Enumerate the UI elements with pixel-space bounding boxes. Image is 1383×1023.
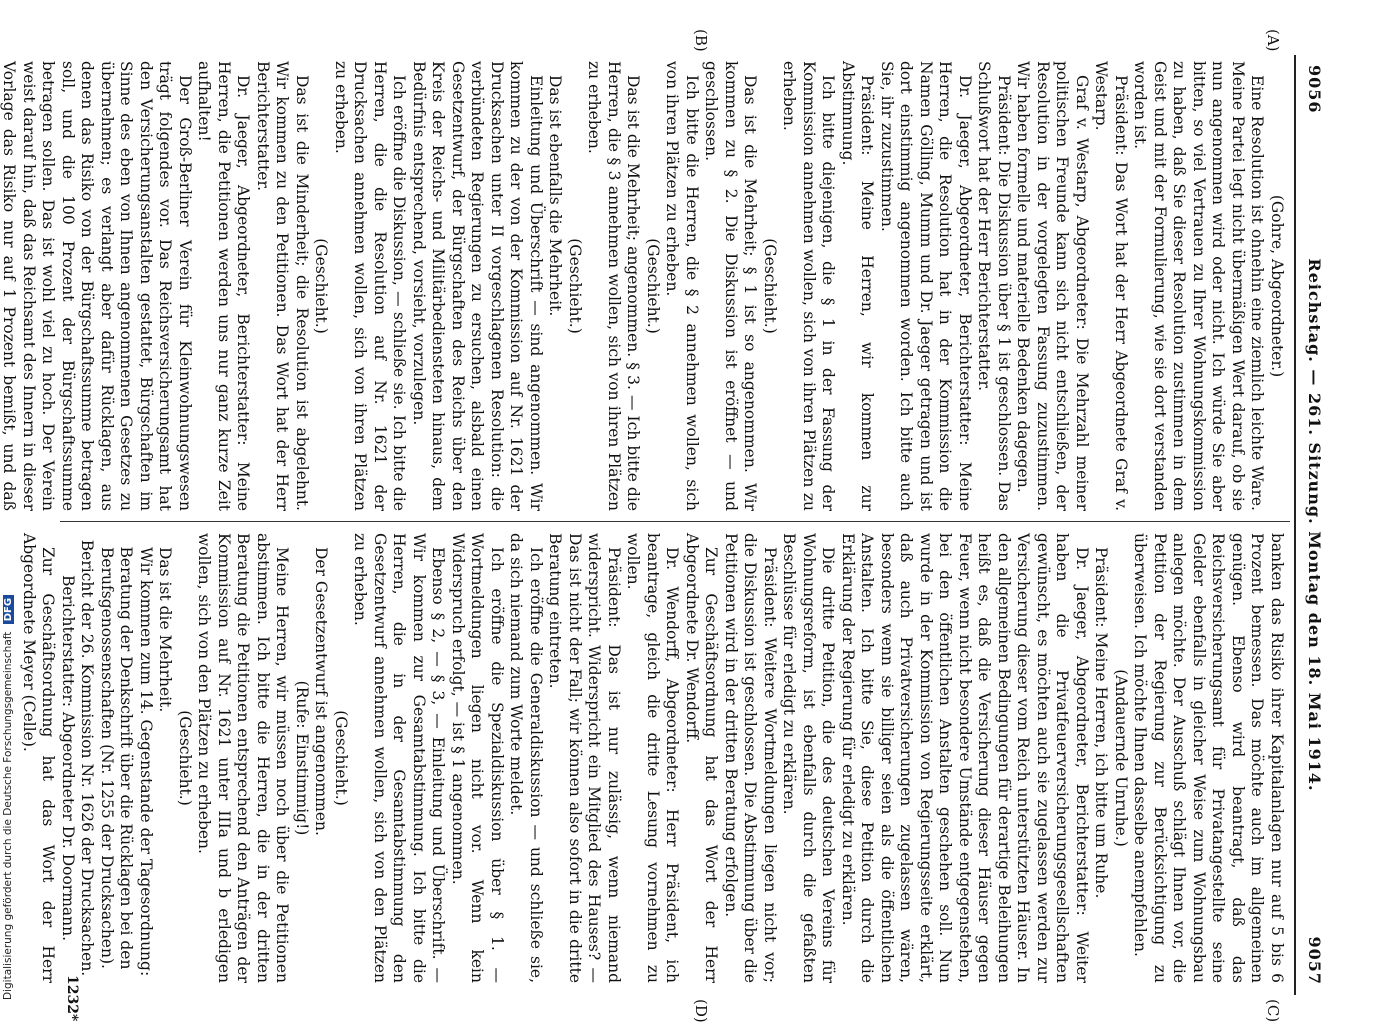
paragraph: (Geschieht.)	[761, 238, 779, 334]
dfg-logo: DFG	[3, 595, 14, 624]
paragraph: (Geschieht.)	[644, 238, 662, 334]
paragraph: Das ist die Mehrheit.	[156, 547, 175, 713]
paragraph: Ich eröffne die Spezialdiskussion über § 1. — Wortmeldungen liegen nicht vor. Wenn kein Widerspruch erfolgt, — ist § 1 angenommen.	[449, 533, 506, 983]
page-number-left: 9056	[1305, 65, 1324, 114]
paragraph: (Geschieht.)	[332, 710, 350, 806]
digitization-credit	[2, 595, 14, 1000]
paragraph: Der Gesetzentwurf ist angenommen.	[312, 547, 331, 836]
paragraph: Dr. Wendorff, Abgeordneter: Herr Präsident, ich beantrage, gleich die dritte Lesung vornehmen zu wollen.	[624, 533, 682, 983]
paragraph: Dr. Jaeger, Abgeordneter, Berichterstatter: Weiter haben die Privatfeuerversicherungsgesellschaften gewünscht, es möchten auch sie zugelassen werden zur Versicherung dieser vom Reich unterstützten Häuser. In den allgemeinen Bedingungen für derartige Beleihungen heißt es, daß die Versicherung dieser Häuser gegen Feuer, wenn nicht besondere Umstände entgegenstehen, bei den öffentlichen Anstalten geschehen soll. Nun wurde in der Kommission von Regierungsseite erklärt, daß auch Privatversicherungen zugelassen wären, besonders wenn sie billiger seien als die öffentlichen Anstalten. Ich bitte Sie, diese Petition durch die Erklärung der Regierung für erledigt zu erklären.	[839, 533, 1091, 983]
paragraph: Das ist die Mehrheit; angenommen. § 3. — Ich bitte die Herren, die § 3 annehmen wollen, sich von ihren Plätzen zu erheben.	[585, 61, 643, 511]
paragraph: Zur Geschäftsordnung hat das Wort der Herr Abgeordnete Dr. Wendorff.	[683, 533, 721, 983]
paragraph: (Geschieht.)	[176, 710, 194, 806]
paragraph: Beratung der Denkschrift über die Rücklagen bei den Berufsgenossenschaften (Nr. 1255 der Drucksachen).	[98, 546, 136, 970]
page-number-right: 9057	[1305, 936, 1324, 985]
paragraph: Präsident: Das Wort hat der Herr Abgeordnete Graf v. Westarp.	[1092, 61, 1130, 511]
paragraph: Ich eröffne die Diskussion, — schließe sie. Ich bitte die Herren, die die Resolution auf Nr. 1621 der Drucksachen annehmen wollen, sich von ihren Plätzen zu erheben.	[332, 61, 409, 511]
paragraph: Der Groß-Berliner Verein für Kleinwohnungswesen trägt folgendes vor. Das Reichsversicherungsamt hat den Versicherungsanstalten gestattet, Bürgschaften im Sinne des eben von Ihnen angenommenen Gesetzes zu übernehmen; es verlangt aber dafür Rücklagen, aus denen das Risiko von der Bürgschaftssumme betragen soll, und die 100 Prozent der Bürgschaftssumme betragen sollen. Das ist wohl viel zu hoch. Der Verein weist darauf hin, daß das Reichsamt des Innern in dieser Vorlage das Risiko nur auf 1 Prozent bemißt, und daß	[0, 61, 194, 511]
paragraph: Ich bitte diejenigen, die § 1 in der Fassung der Kommission annehmen wollen, sich von ihren Plätzen zu erheben.	[780, 61, 838, 511]
margin-mark-a: (A)	[1264, 29, 1282, 52]
paragraph: Einleitung und Überschrift — sind angenommen. Wir kommen zu der von der Kommission auf Nr. 1621 der Drucksachen unter II vorgeschlagenen Resolution: die verbündeten Regierungen zu ersuchen, alsbald einen Gesetzentwurf, der Bürgschaften des Reichs über den Kreis der Reichs- und Militärbediensteten hinaus, dem Bedürfnis entsprechend, vorsieht, vorzulegen.	[410, 61, 545, 511]
page-header	[1300, 55, 1330, 995]
paragraph: Das ist ebenfalls die Mehrheit.	[546, 75, 565, 317]
paragraph: Ich eröffne die Generaldiskussion — und schließe sie, da sich niemand zum Worte meldet.	[507, 533, 545, 983]
right-column	[19, 533, 1287, 983]
paragraph: (Gohre, Abgeordneter.)	[1268, 194, 1286, 378]
paragraph: Zur Geschäftsordnung hat das Wort der Herr Abgeordnete Meyer (Celle).	[20, 533, 58, 983]
paragraph: Berichterstatter: Abgeordneter Dr. Doormann.	[59, 574, 77, 942]
paragraph: Graf v. Westarp, Abgeordneter: Die Mehrzahl meiner politischen Freunde kann sich nicht entschließen, der Resolution in der vorgelegten Fassung zuzustimmen. Wir haben formelle und materielle Bedenken dagegen.	[1014, 61, 1091, 511]
paragraph: Präsident: Die Diskussion über § 1 ist geschlossen. Das Schlußwort hat der Herr Berichterstatter.	[975, 61, 1013, 511]
left-column	[0, 61, 1286, 511]
paragraph: Dr. Jaeger, Abgeordneter, Berichterstatter: Meine Herren, die Petitionen werden uns nur ganz kurze Zeit aufhalten!	[195, 61, 253, 511]
paragraph: Präsident: Das ist nur zulässig, wenn niemand widerspricht. Widerspricht ein Mitglied des Hauses? — Das ist nicht der Fall; wir können also sofort in die dritte Beratung eintreten.	[546, 533, 623, 983]
paragraph: Wir kommen zum 14. Gegenstande der Tagesordnung:	[137, 547, 155, 977]
header-rule	[1294, 55, 1296, 995]
margin-mark-d: (D)	[692, 999, 710, 1023]
credit-text: Digitalisierung gefördert durch die Deutsche Forschungsgemeinschaft	[2, 631, 14, 1000]
paragraph: Bericht der 26. Kommission Nr. 1626 der Drucksachen.	[78, 539, 97, 977]
paragraph: banken das Risiko ihrer Kapitalanlagen nur auf 5 bis 6 Prozent bemessen. Das möchte auch im allgemeinen genügen. Ebenso wird beantragt, daß das Reichsversicherungsamt für Privatangestellte seine Gelder ebenfalls in gleicher Weise zum Wohnungsbau anlegen möchte. Der Ausschuß schlägt Ihnen vor, die Petition der Regierung zur Berücksichtigung zu überweisen. Ich möchte Ihnen dasselbe anempfehlen.	[1131, 533, 1286, 983]
paragraph: (Andauernde Unruhe.)	[1112, 669, 1130, 847]
margin-mark-c: (C)	[1264, 999, 1282, 1023]
paragraph: Präsident: Meine Herren, ich bitte um Ruhe.	[1092, 547, 1111, 899]
paragraph: Das ist die Mehrheit; § 1 ist so angenommen. Wir kommen zu § 2. Die Diskussion ist eröffnet — und geschlossen.	[702, 61, 760, 511]
paragraph: Das ist die Minderheit; die Resolution ist abgelehnt. Wir kommen zu den Petitionen. Das Wort hat der Herr Berichterstatter.	[254, 61, 311, 511]
paragraph: Dr. Jaeger, Abgeordneter, Berichterstatter: Meine Herren, die Resolution hat in der Kommission die Namen Gölling, Mumm und Dr. Jaeger getragen und ist dort einstimmig angenommen worden. Ich bitte auch Sie, ihr zuzustimmen.	[878, 61, 974, 511]
running-title: Reichstag. — 261. Sitzung. Montag den 18. Mai 1914.	[1305, 258, 1324, 792]
footer-number: 1232*	[64, 975, 80, 1022]
paragraph: Präsident: Meine Herren, wir kommen zur Abstimmung.	[839, 61, 877, 511]
paragraph: Eine Resolution ist ohnehin eine ziemlich leichte Ware. Meine Partei legt nicht übermäßigen Wert darauf, ob sie nun angenommen wird oder nicht. Ich würde Sie aber bitten, so viel Vertrauen zu Ihrer Wohnungskommission zu haben, daß Sie dieser Resolution zustimmen in dem Geist und mit der Formulierung, wie sie dort verstanden worden ist.	[1131, 61, 1267, 511]
paragraph: (Geschieht.)	[566, 238, 584, 334]
paragraph: (Geschieht.)	[312, 238, 331, 334]
paragraph: Ich bitte die Herren, die § 2 annehmen wollen, sich von ihren Plätzen zu erheben.	[663, 61, 701, 511]
paragraph: Präsident: Weitere Wortmeldungen liegen nicht vor; die Diskussion ist geschlossen. Die Abstimmung über die Petitionen wird in der dritten Beratung erfolgen.	[722, 533, 779, 983]
margin-mark-b: (B)	[692, 29, 710, 52]
paragraph: Die dritte Petition, die des deutschen Vereins für Wohnungsreform, ist ebenfalls durch die gefaßten Beschlüsse für erledigt zu erklären.	[780, 533, 838, 983]
paragraph: Ebenso § 2, — § 3, — Einleitung und Überschrift. — Wir kommen zur Gesamtabstimmung. Ich bitte die Herren, die in der Gesamtabstimmung den Gesetzentwurf annehmen wollen, sich von den Plätzen zu erheben.	[351, 533, 448, 983]
column-divider	[60, 521, 1290, 522]
paragraph: (Rufe: Einstimmig!)	[293, 680, 311, 836]
paragraph: Meine Herren, wir müssen noch über die Petitionen abstimmen. Ich bitte die Herren, die in der dritten Beratung die Petitionen entsprechend den Anträgen der Kommission auf Nr. 1621 unter IIIa und b erledigen wollen, sich von den Plätzen zu erheben.	[195, 533, 292, 983]
